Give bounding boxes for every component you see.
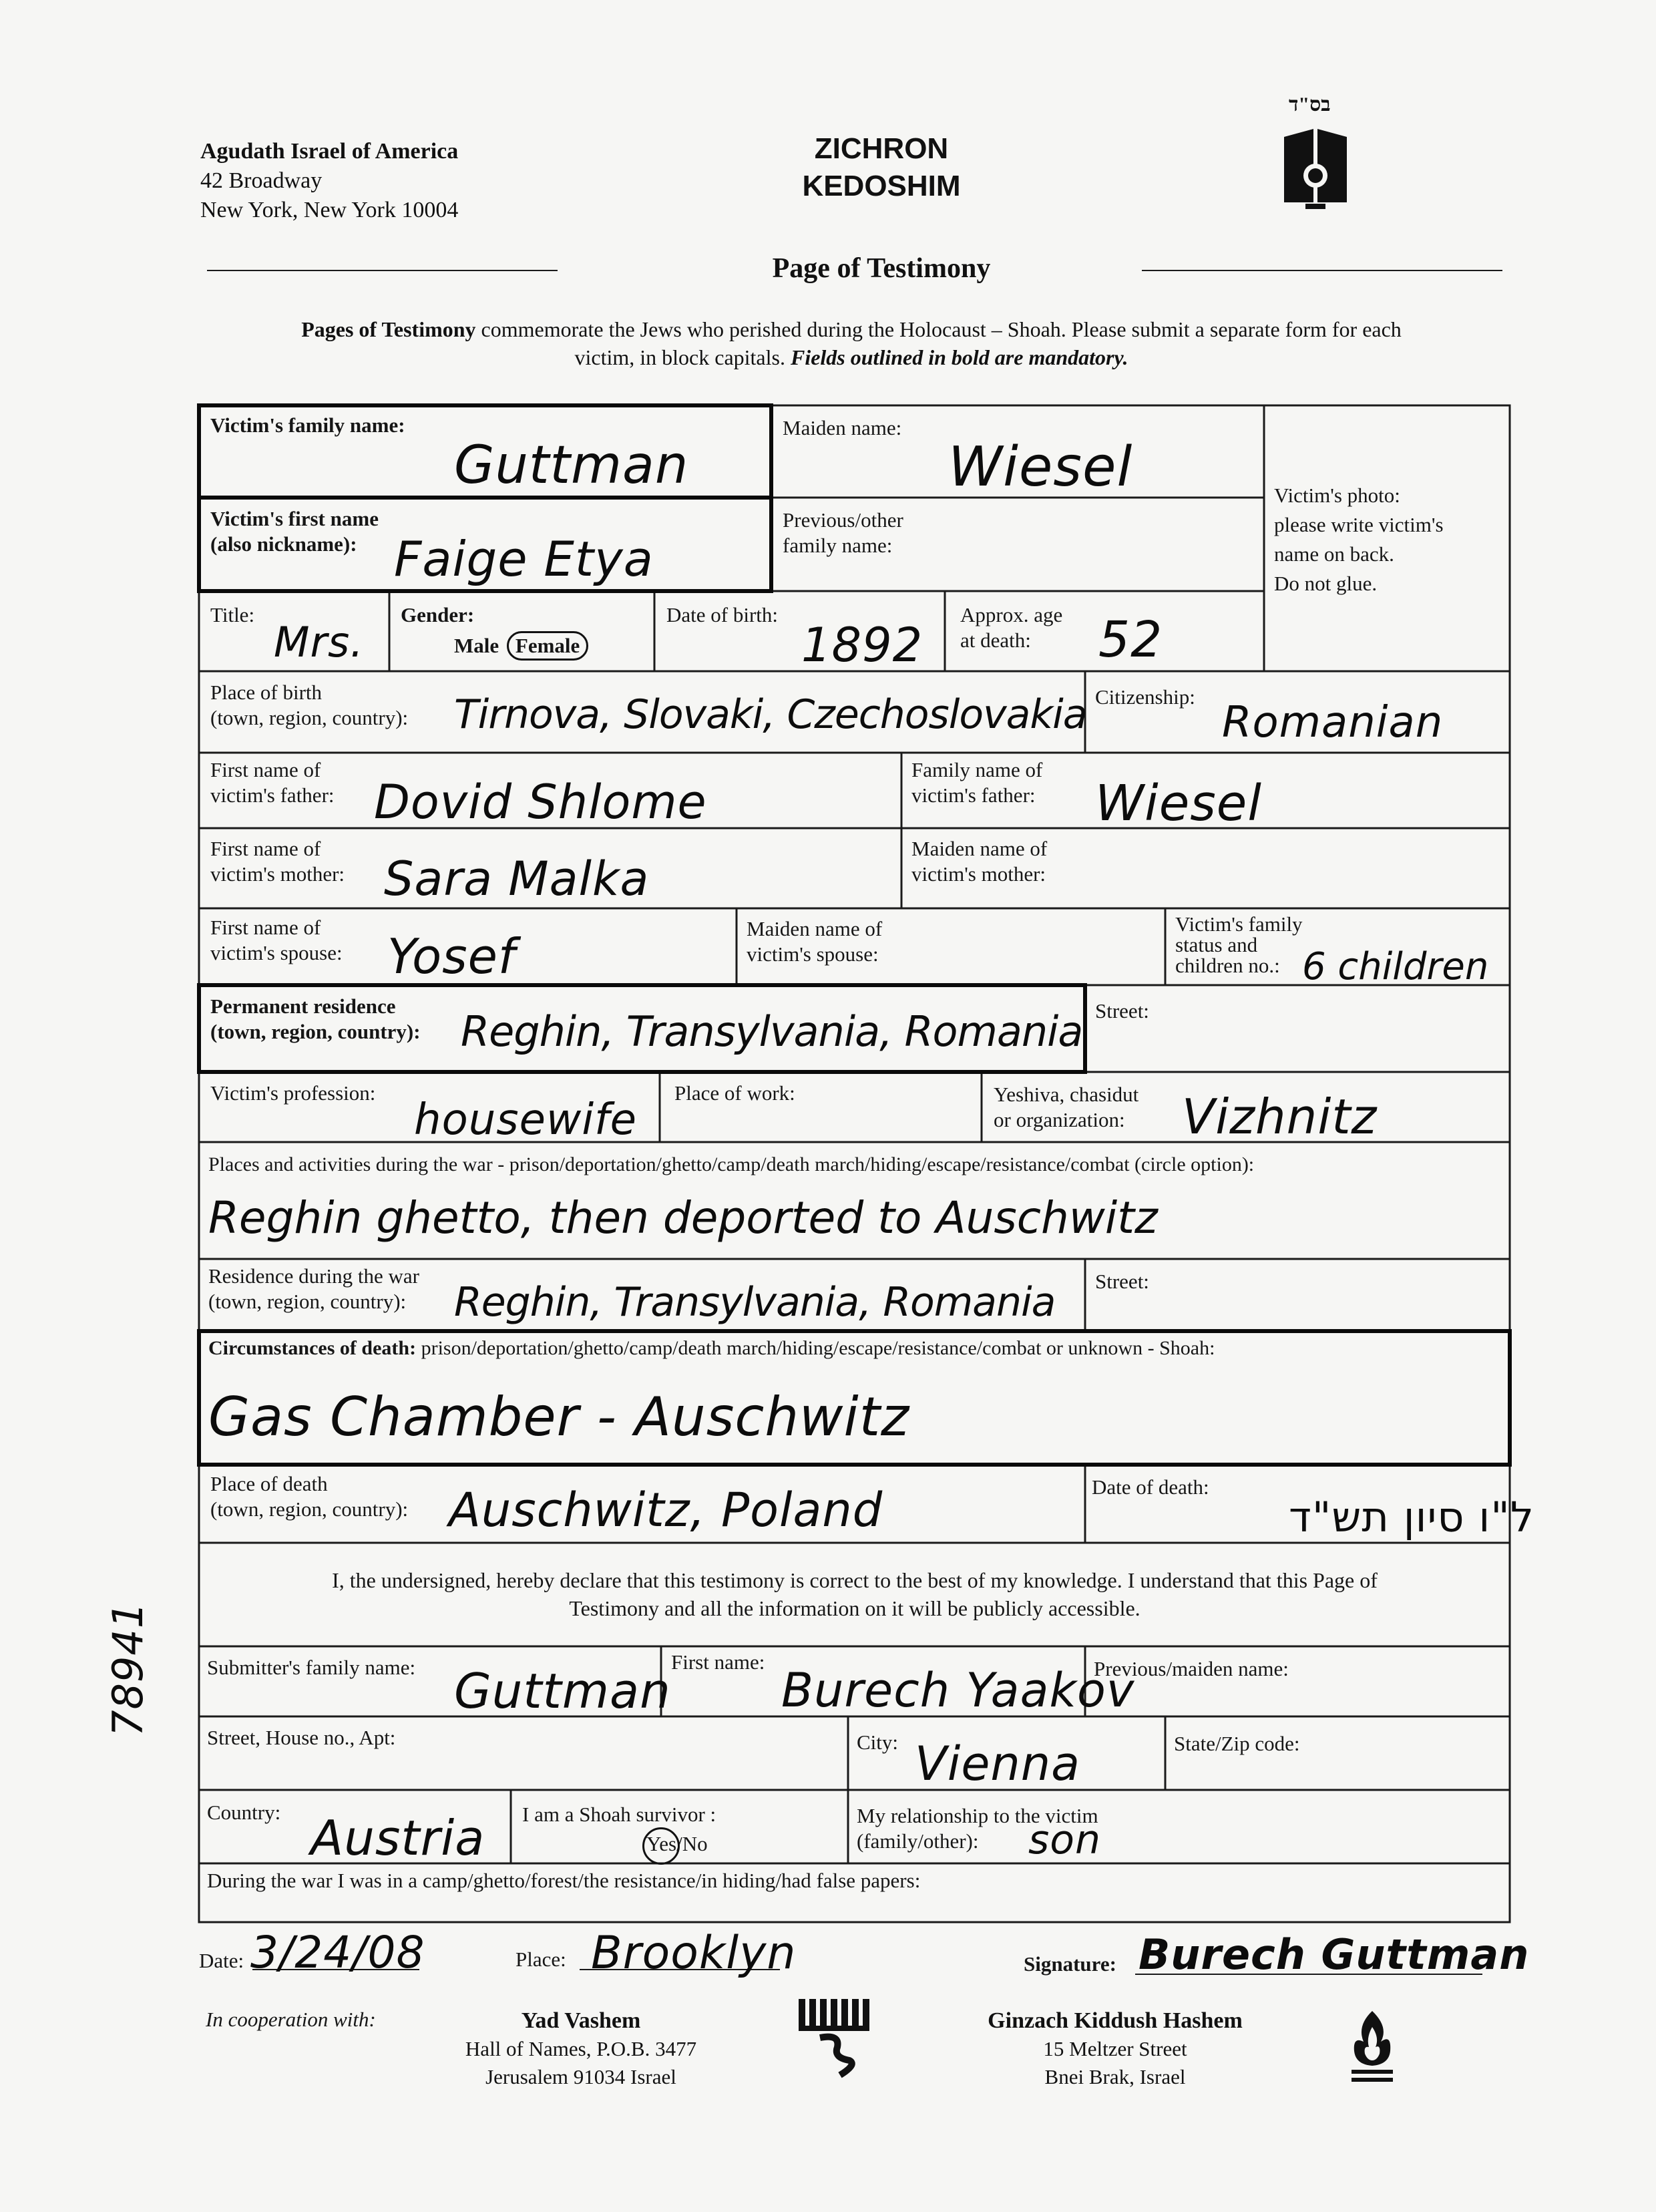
spouse-first-line-2: victim's spouse: bbox=[210, 941, 343, 964]
label-war-street: Street: bbox=[1095, 1270, 1149, 1293]
survivor-yes-circle bbox=[642, 1827, 680, 1865]
value-family-status[interactable]: 6 children bbox=[1302, 945, 1489, 988]
org-street: 42 Broadway bbox=[200, 168, 323, 193]
intro-bold: Pages of Testimony bbox=[301, 317, 476, 341]
gender-options bbox=[454, 631, 588, 661]
declaration-line-1: I, the undersigned, hereby declare that this testimony is correct to the best of my knowledge. I understand that this Page of bbox=[332, 1568, 1378, 1592]
gk-line-2: Bnei Brak, Israel bbox=[1044, 2065, 1186, 2088]
value-submitter-country[interactable]: Austria bbox=[310, 1810, 485, 1866]
father-family-line-1: Family name of bbox=[911, 758, 1043, 781]
value-submitter-first[interactable]: Burech Yaakov bbox=[781, 1663, 1135, 1718]
label-previous-name bbox=[783, 508, 903, 558]
ginzach-logo-icon bbox=[1342, 2007, 1402, 2090]
survivor-yes-no[interactable] bbox=[646, 1831, 708, 1857]
value-permanent-residence[interactable]: Reghin, Transylvania, Romania bbox=[461, 1007, 1083, 1056]
prev-name-line-1: Previous/other bbox=[783, 508, 903, 532]
label-submitter-family: Submitter's family name: bbox=[207, 1656, 416, 1679]
gk-line-1: 15 Meltzer Street bbox=[1043, 2037, 1187, 2060]
value-profession[interactable]: housewife bbox=[414, 1095, 638, 1145]
perm-res-line-1: Permanent residence bbox=[210, 994, 396, 1018]
yad-vashem-logo-icon bbox=[793, 1994, 880, 2084]
yad-vashem-block bbox=[441, 2007, 721, 2091]
form-title: Page of Testimony bbox=[772, 253, 991, 284]
value-place-of-death[interactable]: Auschwitz, Poland bbox=[449, 1483, 883, 1537]
label-war-places: Places and activities during the war - prison/deportation/ghetto/camp/death march/hiding/escape/resistance/combat (circle option): bbox=[208, 1153, 1255, 1175]
label-father-family bbox=[911, 757, 1042, 808]
label-father-first bbox=[210, 757, 335, 808]
label-spouse-maiden bbox=[747, 916, 882, 967]
value-citizenship[interactable]: Romanian bbox=[1222, 698, 1444, 747]
label-place-of-work: Place of work: bbox=[674, 1081, 795, 1105]
pob-line-2: (town, region, country): bbox=[210, 706, 409, 729]
value-war-places[interactable]: Reghin ghetto, then deported to Auschwitz bbox=[208, 1192, 1158, 1244]
first-name-line-1: Victim's first name bbox=[210, 507, 379, 530]
intro-mandatory: Fields outlined in bold are mandatory. bbox=[790, 345, 1128, 369]
yv-name: Yad Vashem bbox=[521, 2008, 641, 2033]
label-submitter-previous: Previous/maiden name: bbox=[1094, 1657, 1289, 1680]
label-gender: Gender: bbox=[401, 603, 475, 626]
spouse-first-line-1: First name of bbox=[210, 916, 321, 939]
yeshiva-line-2: or organization: bbox=[994, 1108, 1125, 1131]
label-maiden-name: Maiden name: bbox=[783, 416, 902, 439]
spouse-maiden-line-1: Maiden name of bbox=[747, 917, 883, 940]
gender-male[interactable]: Male bbox=[454, 634, 499, 657]
value-family-name[interactable]: Guttman bbox=[454, 435, 689, 496]
value-place-of-birth[interactable]: Tirnova, Slovaki, Czechoslovakia bbox=[454, 691, 1087, 738]
value-relationship[interactable]: son bbox=[1028, 1817, 1101, 1863]
title-line-2: KEDOSHIM bbox=[802, 170, 961, 202]
father-family-line-2: victim's father: bbox=[911, 783, 1036, 807]
label-family-status bbox=[1175, 914, 1303, 976]
label-submitter-state: State/Zip code: bbox=[1174, 1732, 1300, 1755]
rel-line-2: (family/other): bbox=[857, 1829, 979, 1853]
value-mother-first[interactable]: Sara Malka bbox=[384, 852, 650, 906]
value-war-residence[interactable]: Reghin, Transylvania, Romania bbox=[454, 1279, 1056, 1326]
spouse-maiden-line-2: victim's spouse: bbox=[747, 942, 879, 966]
label-place-of-death bbox=[210, 1471, 408, 1522]
label-permanent-residence bbox=[210, 994, 421, 1045]
mother-maiden-line-1: Maiden name of bbox=[911, 837, 1048, 860]
ginzach-block bbox=[955, 2007, 1275, 2091]
intro-line-2: victim, in block capitals. bbox=[574, 345, 791, 369]
label-during-war: During the war I was in a camp/ghetto/forest/the resistance/in hiding/had false papers: bbox=[207, 1869, 921, 1892]
value-first-name[interactable]: Faige Etya bbox=[394, 531, 654, 587]
label-submitter-country: Country: bbox=[207, 1801, 281, 1824]
war-res-line-1: Residence during the war bbox=[208, 1264, 419, 1288]
circumstances-bold: Circumstances of death: bbox=[208, 1337, 417, 1359]
circumstances-text: prison/deportation/ghetto/camp/death march/hiding/escape/resistance/combat or unknown - Shoah: bbox=[416, 1337, 1215, 1359]
value-age[interactable]: 52 bbox=[1098, 611, 1163, 669]
label-date-of-death: Date of death: bbox=[1092, 1475, 1209, 1499]
cooperation-label: In cooperation with: bbox=[206, 2008, 376, 2031]
label-circumstances bbox=[208, 1336, 1215, 1361]
label-mother-first bbox=[210, 836, 345, 887]
value-submitter-city[interactable]: Vienna bbox=[915, 1736, 1081, 1791]
margin-number: 78941 bbox=[104, 1601, 152, 1736]
gender-female[interactable]: Female bbox=[507, 631, 588, 661]
value-date-of-death[interactable]: ל"ו סיון תש"ד bbox=[1289, 1493, 1534, 1541]
label-age bbox=[960, 602, 1062, 653]
yeshiva-line-1: Yeshiva, chasidut bbox=[994, 1083, 1139, 1106]
label-street: Street: bbox=[1095, 999, 1149, 1023]
yv-line-2: Jerusalem 91034 Israel bbox=[485, 2065, 676, 2088]
label-submitter-first: First name: bbox=[671, 1650, 765, 1674]
value-place[interactable]: Brooklyn bbox=[591, 1927, 797, 1980]
war-res-line-2: (town, region, country): bbox=[208, 1290, 407, 1313]
value-title[interactable]: Mrs. bbox=[274, 618, 364, 667]
label-place: Place: bbox=[515, 1948, 566, 1971]
survivor-options: Yes/No bbox=[646, 1832, 708, 1855]
label-submitter-city: City: bbox=[857, 1730, 899, 1754]
org-name: Agudath Israel of America bbox=[200, 139, 459, 164]
photo-line-2: please write victim's bbox=[1274, 513, 1444, 536]
label-place-of-birth bbox=[210, 680, 408, 731]
label-profession: Victim's profession: bbox=[210, 1081, 376, 1105]
label-war-residence bbox=[208, 1264, 419, 1314]
value-spouse-first[interactable]: Yosef bbox=[387, 928, 516, 984]
pob-line-1: Place of birth bbox=[210, 681, 323, 704]
value-date[interactable]: 3/24/08 bbox=[250, 1927, 425, 1978]
pod-line-2: (town, region, country): bbox=[210, 1497, 409, 1521]
label-signature: Signature: bbox=[1024, 1952, 1116, 1976]
intro-body: commemorate the Jews who perished during the Holocaust – Shoah. Please submit a separate form for each bbox=[475, 317, 1402, 341]
family-status-line-2: status and bbox=[1175, 933, 1258, 956]
label-date: Date: bbox=[199, 1949, 244, 1972]
value-circumstances[interactable]: Gas Chamber - Auschwitz bbox=[208, 1386, 910, 1448]
label-citizenship: Citizenship: bbox=[1095, 685, 1195, 709]
mother-maiden-line-2: victim's mother: bbox=[911, 862, 1046, 886]
prev-name-line-2: family name: bbox=[783, 534, 893, 557]
photo-line-4: Do not glue. bbox=[1274, 572, 1378, 595]
family-status-line-1: Victim's family bbox=[1175, 912, 1303, 936]
label-victim-first-name bbox=[210, 506, 379, 557]
label-photo bbox=[1274, 481, 1444, 598]
value-signature[interactable]: Burech Guttman bbox=[1138, 1930, 1530, 1979]
value-yeshiva[interactable]: Vizhnitz bbox=[1182, 1089, 1378, 1145]
photo-line-3: name on back. bbox=[1274, 542, 1394, 566]
value-father-family[interactable]: Wiesel bbox=[1095, 775, 1262, 832]
age-line-2: at death: bbox=[960, 628, 1031, 652]
org-city: New York, New York 10004 bbox=[200, 198, 459, 222]
label-spouse-first bbox=[210, 915, 343, 966]
father-first-line-2: victim's father: bbox=[210, 783, 335, 807]
pod-line-1: Place of death bbox=[210, 1472, 328, 1495]
label-title: Title: bbox=[210, 603, 255, 626]
gk-name: Ginzach Kiddush Hashem bbox=[988, 2008, 1243, 2033]
photo-line-1: Victim's photo: bbox=[1274, 484, 1400, 507]
perm-res-line-2: (town, region, country): bbox=[210, 1020, 421, 1043]
mother-first-line-1: First name of bbox=[210, 837, 321, 860]
family-status-line-3: children no.: bbox=[1175, 954, 1280, 977]
mother-first-line-2: victim's mother: bbox=[210, 862, 345, 886]
first-name-line-2: (also nickname): bbox=[210, 532, 357, 556]
label-survivor: I am a Shoah survivor : bbox=[522, 1803, 716, 1826]
label-date-of-birth: Date of birth: bbox=[666, 603, 779, 626]
declaration-line-2: Testimony and all the information on it will be publicly accessible. bbox=[569, 1596, 1141, 1620]
value-submitter-family[interactable]: Guttman bbox=[454, 1663, 671, 1719]
value-father-first[interactable]: Dovid Shlome bbox=[374, 775, 707, 830]
bsd-mark: בס"ד bbox=[1289, 94, 1331, 116]
label-mother-maiden bbox=[911, 836, 1047, 887]
title-line-1: ZICHRON bbox=[814, 132, 949, 165]
value-maiden-name[interactable]: Wiesel bbox=[948, 435, 1133, 499]
age-line-1: Approx. age bbox=[960, 603, 1063, 626]
label-yeshiva bbox=[994, 1082, 1138, 1133]
label-submitter-street: Street, House no., Apt: bbox=[207, 1726, 396, 1749]
yv-line-1: Hall of Names, P.O.B. 3477 bbox=[465, 2037, 697, 2060]
value-date-of-birth[interactable]: 1892 bbox=[801, 618, 923, 673]
label-victim-family-name: Victim's family name: bbox=[210, 413, 405, 437]
declaration bbox=[200, 1566, 1509, 1622]
rel-line-1: My relationship to the victim bbox=[857, 1804, 1098, 1827]
father-first-line-1: First name of bbox=[210, 758, 321, 781]
